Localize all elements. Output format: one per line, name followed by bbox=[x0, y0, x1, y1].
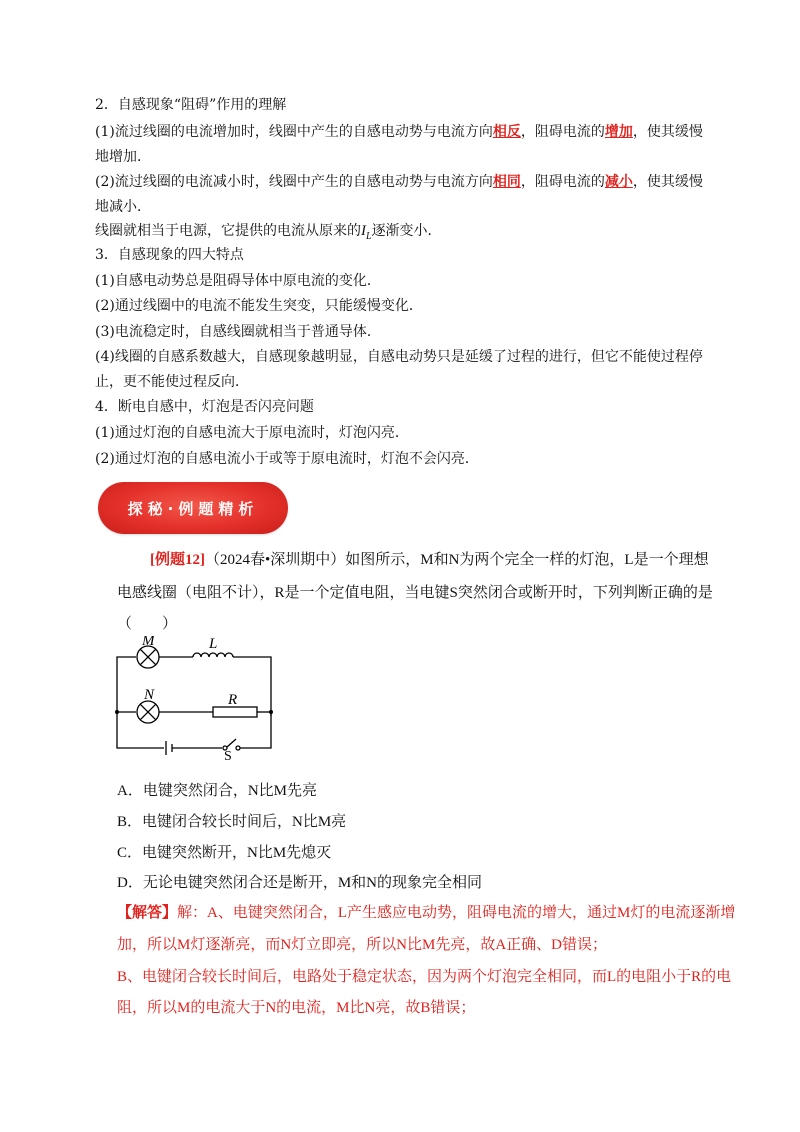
section3-item: (4)线圈的自感系数越大，自感现象越明显，自感电动势只是延缓了过程的进行，但它不能使过程停 bbox=[95, 349, 703, 365]
section3-item: (3)电流稳定时，自感线圈就相当于普通导体． bbox=[95, 324, 381, 340]
example-line-2: 电感线圈（电阻不计），R是一个定值电阻，当电键S突然闭合或断开时，下列判断正确的是 bbox=[117, 585, 713, 601]
section2-item2-text-a: (2)流过线圈的电流减小时，线圈中产生的自感电动势与电流方向 bbox=[95, 174, 493, 190]
section2-item2-continuation: 地减小． bbox=[95, 199, 151, 215]
section2-note bbox=[95, 221, 710, 247]
junction-dot bbox=[269, 710, 273, 714]
key-term-same: 相同 bbox=[492, 174, 521, 190]
section2-note-text-b: 逐渐变小． bbox=[371, 223, 442, 239]
label-l: L bbox=[209, 636, 218, 652]
section4-heading: 4．断电自感中，灯泡是否闪亮问题 bbox=[95, 399, 314, 415]
section2-heading: 2．自感现象“阻碍”作用的理解 bbox=[95, 97, 287, 113]
example-line-1 bbox=[150, 549, 710, 571]
current-subscript: L bbox=[366, 230, 372, 242]
circuit-diagram bbox=[108, 636, 283, 761]
answer-text-1: 解：A、电键突然闭合，L产生感应电动势，阻碍电流的增大，通过M灯的电流逐渐增 bbox=[177, 905, 736, 921]
answer-line-1 bbox=[117, 902, 736, 924]
option-c[interactable]: C．电键突然断开，N比M先熄灭 bbox=[117, 845, 332, 861]
section2-item2-text-c: ，使其缓慢 bbox=[632, 174, 703, 190]
example-text-1: （2024春•深圳期中）如图所示，M和N为两个完全一样的灯泡，L是一个理想 bbox=[205, 552, 709, 568]
section2-note-text-a: 线圈就相当于电源，它提供的电流从原来的 bbox=[95, 223, 361, 239]
section4-item: (2)通过灯泡的自感电流小于或等于原电流时，灯泡不会闪亮． bbox=[95, 451, 479, 467]
inductor-icon bbox=[193, 653, 233, 657]
option-d[interactable]: D．无论电键突然闭合还是断开，M和N的现象完全相同 bbox=[117, 875, 483, 891]
example-answer-blank: （ ） bbox=[117, 616, 178, 632]
answer-line-3: B、电键闭合较长时间后，电路处于稳定状态，因为两个灯泡完全相同，而L的电阻小于R的电 bbox=[117, 969, 732, 985]
answer-line-4: 阻，所以M的电流大于N的电流，M比N亮，故B错误； bbox=[117, 1000, 476, 1016]
section2-item1 bbox=[95, 122, 710, 142]
section3-item-continuation: 止，更不能使过程反向． bbox=[95, 374, 249, 390]
wire-top-left bbox=[117, 657, 136, 664]
option-b[interactable]: B．电键闭合较长时间后，N比M亮 bbox=[117, 814, 347, 830]
section3-item: (2)通过线圈中的电流不能发生突变，只能缓慢变化． bbox=[95, 298, 423, 314]
section4-item: (1)通过灯泡的自感电流大于原电流时，灯泡闪亮． bbox=[95, 425, 409, 441]
section2-item1-text-a: (1)流过线圈的电流增加时，线圈中产生的自感电动势与电流方向 bbox=[95, 124, 493, 140]
section2-item1-text-c: ，使其缓慢 bbox=[632, 124, 703, 140]
option-a[interactable]: A．电键突然闭合，N比M先亮 bbox=[117, 783, 318, 799]
answer-line-2: 加，所以M灯逐渐亮，而N灯立即亮，所以N比M先亮，故A正确、D错误； bbox=[117, 937, 608, 953]
current-symbol: I bbox=[361, 223, 366, 239]
label-m: M bbox=[142, 636, 155, 649]
battery-long-plate bbox=[159, 741, 166, 755]
switch-icon bbox=[227, 739, 236, 747]
key-term-increase: 增加 bbox=[604, 124, 633, 140]
section2-item2 bbox=[95, 172, 710, 192]
junction-dot bbox=[115, 710, 119, 714]
resistor-icon bbox=[213, 707, 257, 717]
label-r: R bbox=[228, 692, 238, 708]
section2-item1-continuation: 地增加． bbox=[95, 149, 151, 165]
key-term-opposite: 相反 bbox=[492, 124, 521, 140]
section-banner: 探秘·例题精析 bbox=[98, 482, 288, 534]
switch-contact bbox=[236, 746, 240, 750]
label-n: N bbox=[144, 687, 155, 703]
section3-item: (1)自感电动势总是阻碍导体中原电流的变化． bbox=[95, 273, 381, 289]
answer-label: 【解答】 bbox=[117, 905, 178, 921]
example-label: [例题12] bbox=[150, 552, 205, 568]
battery-short-plate bbox=[172, 744, 222, 752]
label-s: S bbox=[224, 749, 232, 761]
section2-item2-text-b: ，阻碍电流的 bbox=[520, 174, 605, 190]
section3-heading: 3．自感现象的四大特点 bbox=[95, 247, 244, 263]
key-term-decrease: 减小 bbox=[604, 174, 633, 190]
section2-item1-text-b: ，阻碍电流的 bbox=[520, 124, 605, 140]
